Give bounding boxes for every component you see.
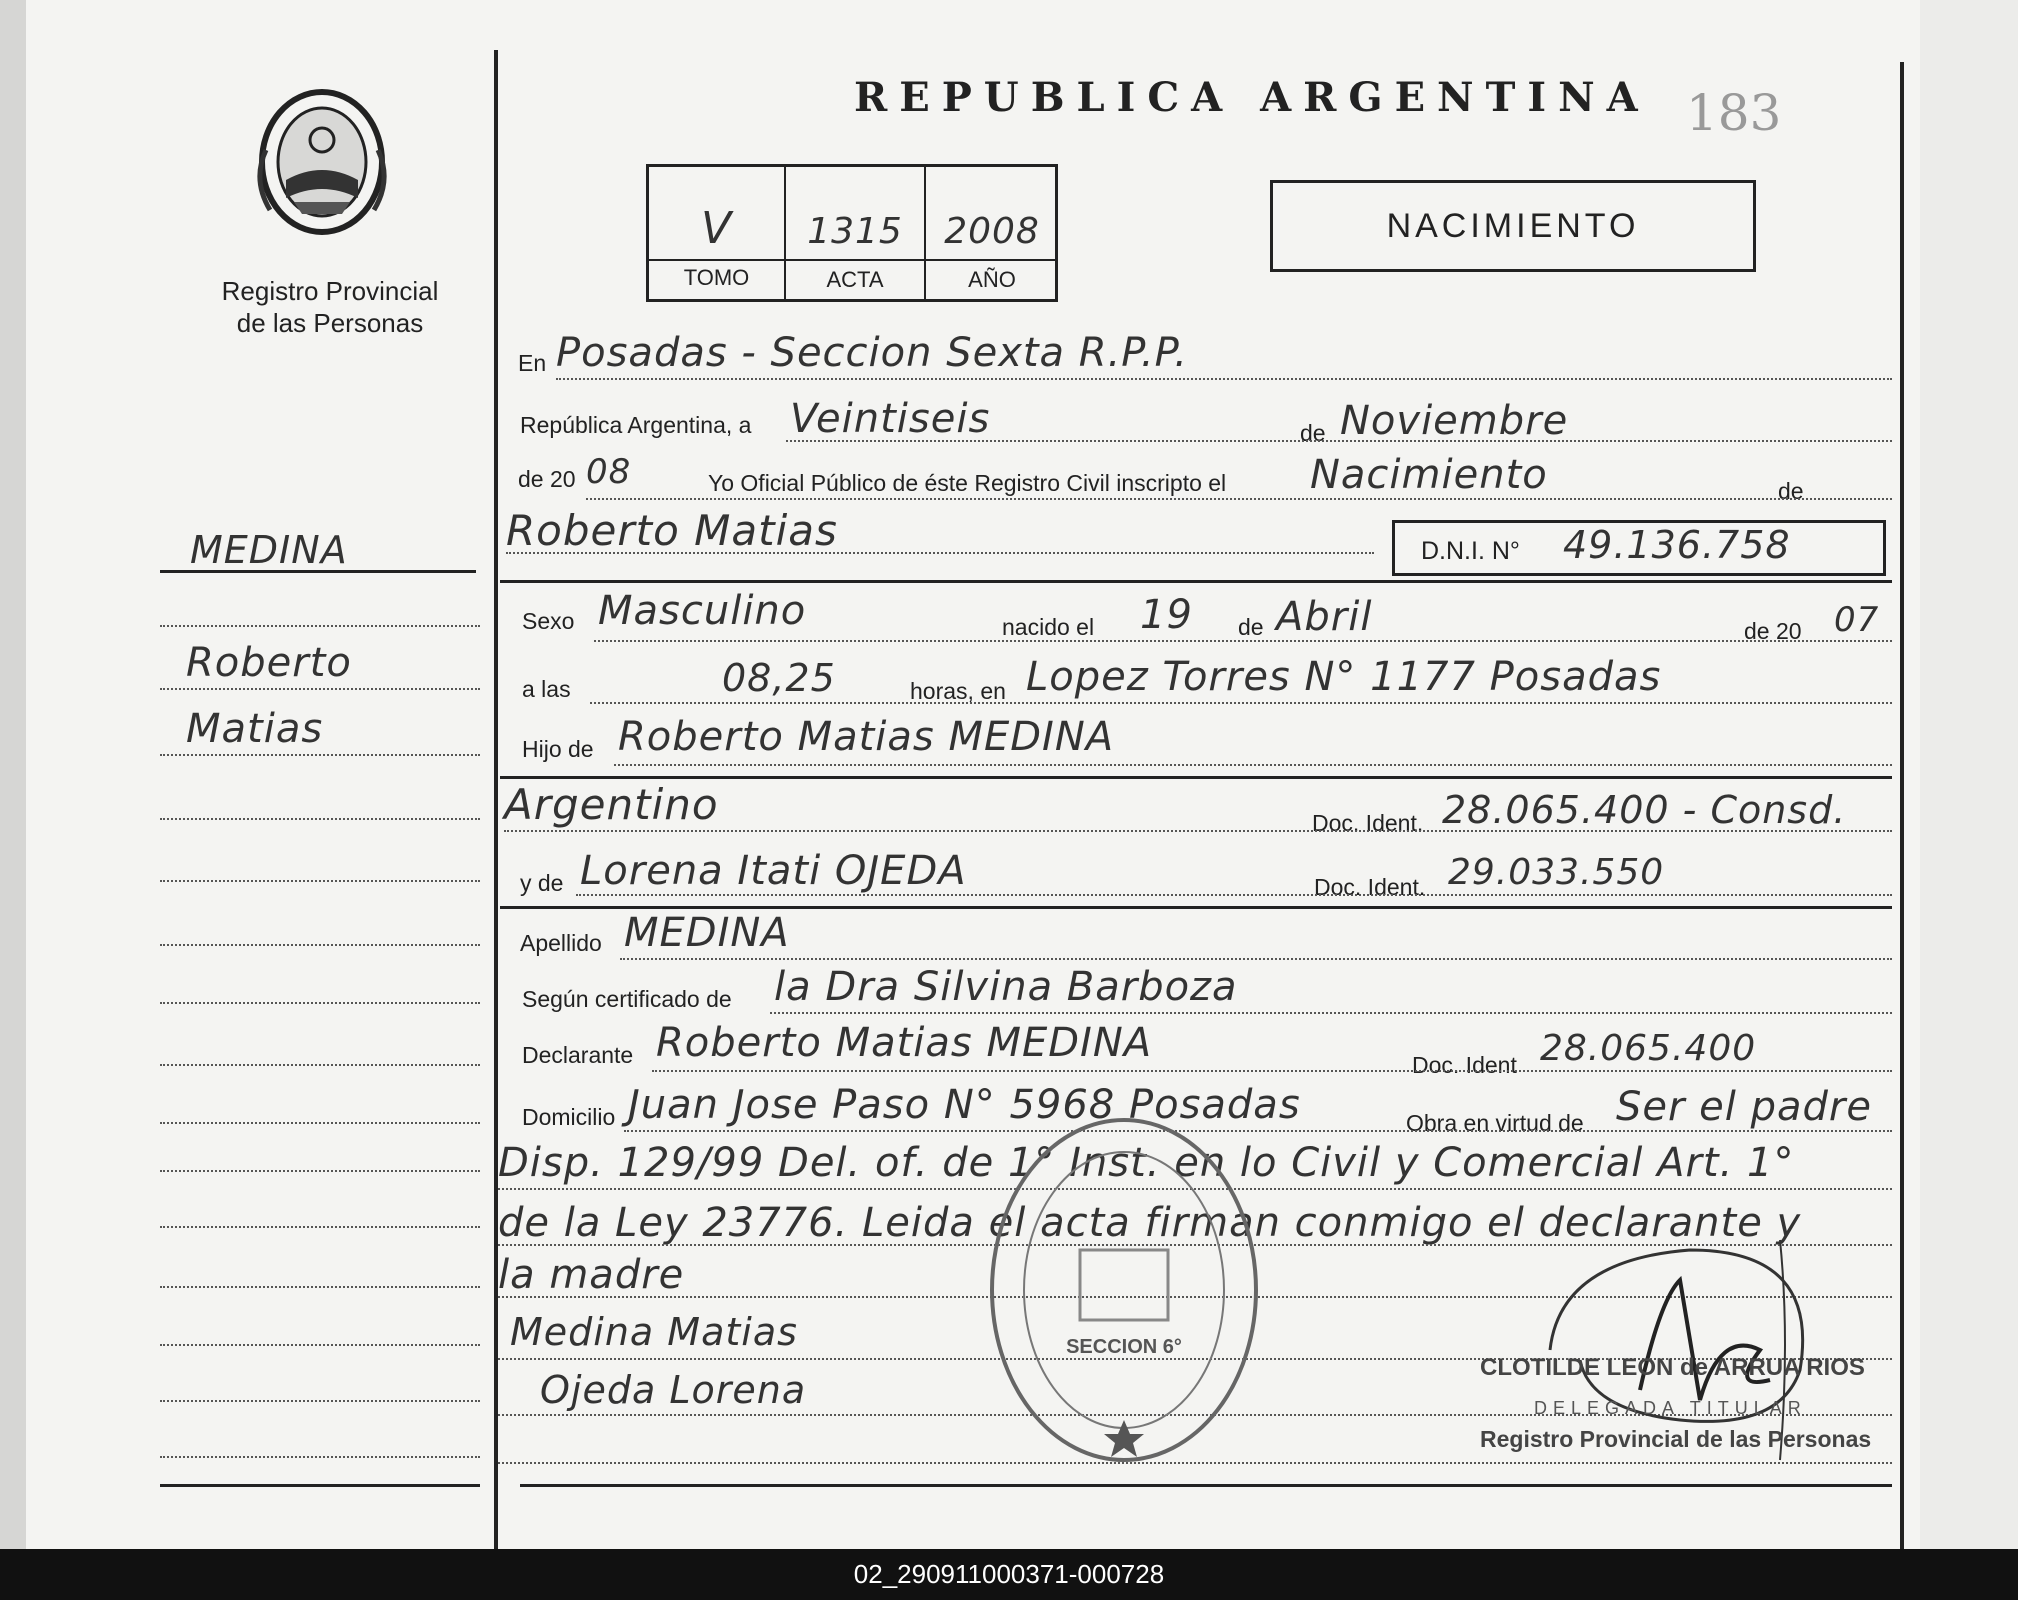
mother-doc-value: 29.033.550	[1448, 852, 1665, 893]
line-2-dots	[786, 440, 1892, 442]
margin-line	[160, 1400, 480, 1402]
margin-divider-line	[494, 50, 498, 1549]
label-republica: República Argentina, a	[520, 412, 752, 438]
official-organization: Registro Provincial de las Personas	[1480, 1426, 1872, 1452]
mother-value: Lorena Itati OJEDA	[580, 848, 967, 894]
declarant-doc-value: 28.065.400	[1540, 1028, 1757, 1069]
label-y-de: y de	[520, 870, 564, 896]
line-12-dots	[652, 1070, 1892, 1072]
margin-line	[160, 688, 480, 690]
label-oficial-publico: Yo Oficial Público de éste Registro Civil inscripto el	[708, 470, 1227, 496]
folio-number: 183	[1686, 84, 1782, 142]
year-suffix: 08	[586, 452, 632, 492]
acta-label: ACTA	[826, 267, 884, 292]
margin-given-name-2: Matias	[186, 706, 324, 752]
ano-value: 2008	[944, 211, 1040, 252]
label-hijo-de: Hijo de	[522, 736, 594, 762]
margin-given-name-1: Roberto	[186, 640, 352, 686]
line-7-dots	[614, 764, 1892, 766]
line-11-dots	[770, 1012, 1892, 1014]
declarant-value: Roberto Matias MEDINA	[656, 1020, 1153, 1066]
right-border-line	[1900, 62, 1904, 1549]
day-value: Veintiseis	[790, 396, 991, 442]
margin-line	[160, 1064, 480, 1066]
margin-surname-rule	[160, 570, 476, 573]
margin-line	[160, 1226, 480, 1228]
margin-line	[160, 1002, 480, 1004]
label-de-2: de	[1778, 478, 1804, 504]
line-1-dots	[556, 378, 1892, 380]
line-5-dots	[594, 640, 1892, 642]
record-type: NACIMIENTO	[1386, 207, 1640, 245]
line-6-dots	[590, 702, 1892, 704]
registry-name-line1: Registro Provincial	[221, 276, 439, 306]
address-value: Juan Jose Paso N° 5968 Posadas	[628, 1082, 1301, 1128]
margin-line	[160, 818, 480, 820]
ano-label: AÑO	[968, 267, 1016, 292]
signature-declarant: Medina Matias	[510, 1310, 798, 1354]
dni-box	[1392, 520, 1886, 576]
certificate-value: la Dra Silvina Barboza	[774, 964, 1238, 1010]
label-de-1: de	[1300, 420, 1326, 446]
born-year-suffix: 07	[1834, 600, 1880, 640]
dni-label: D.N.I. N°	[1421, 537, 1520, 565]
margin-line	[160, 1344, 480, 1346]
free-text-line-3: la madre	[498, 1252, 685, 1298]
margin-line	[160, 1122, 480, 1124]
father-value: Roberto Matias MEDINA	[618, 714, 1115, 760]
acta-value: 1315	[807, 211, 903, 252]
birth-place-value: Lopez Torres N° 1177 Posadas	[1026, 654, 1662, 700]
born-day-value: 19	[1140, 592, 1193, 638]
label-obra-en-virtud: Obra en virtud de	[1406, 1110, 1584, 1136]
born-month-value: Abril	[1276, 594, 1373, 640]
line-10-dots	[620, 958, 1892, 960]
line-3-dots	[586, 498, 1892, 500]
month-value: Noviembre	[1340, 398, 1569, 444]
page-edge-left	[0, 0, 26, 1549]
registry-name-line2: de las Personas	[236, 308, 424, 338]
country-title: REPUBLICA ARGENTINA	[854, 74, 1650, 121]
label-de-20-2: de 20	[1744, 618, 1802, 644]
label-a-las: a las	[522, 676, 571, 702]
page-edge-right	[1920, 0, 2018, 1549]
margin-line	[160, 754, 480, 756]
document-code: 02_290911000371-000728	[853, 1559, 1165, 1589]
signature-mother: Ojeda Lorena	[540, 1368, 807, 1412]
official-name: CLOTILDE LEON de ARRUA RIOS	[1480, 1354, 1865, 1381]
line-7-rule	[500, 776, 1892, 779]
record-type-box	[1270, 180, 1756, 272]
margin-surname: MEDINA	[190, 528, 348, 572]
margin-line	[160, 1286, 480, 1288]
line-4-dots	[506, 552, 1374, 554]
margin-bottom-rule	[160, 1484, 480, 1487]
label-sexo: Sexo	[522, 608, 575, 634]
label-domicilio: Domicilio	[522, 1104, 616, 1130]
label-doc-ident-2: Doc. Ident.	[1314, 874, 1426, 900]
label-nacido-el: nacido el	[1002, 614, 1095, 640]
seal-emblem-icon	[246, 80, 398, 240]
label-en: En	[518, 350, 547, 376]
child-name-value: Roberto Matias	[506, 506, 838, 555]
surname-value: MEDINA	[624, 910, 790, 956]
stamp-oval-icon	[984, 1110, 1264, 1470]
dni-value: 49.136.758	[1563, 523, 1791, 567]
hour-value: 08,25	[722, 656, 836, 700]
footer-bar	[0, 1549, 2018, 1600]
label-de-3: de	[1238, 614, 1264, 640]
province-seal	[246, 80, 398, 240]
label-de-20: de 20	[518, 466, 576, 492]
line-9-dots	[576, 894, 1892, 896]
margin-line	[160, 880, 480, 882]
sex-value: Masculino	[598, 588, 807, 634]
stamp-section-text: SECCION 6°	[1066, 1336, 1182, 1358]
margin-line	[160, 1170, 480, 1172]
official-title: DELEGADA TITULAR	[1534, 1398, 1807, 1418]
free-text-line-1: Disp. 129/99 Del. of. de 1° Inst. en lo Civil y Comercial Art. 1°	[498, 1140, 1795, 1186]
obra-value: Ser el padre	[1616, 1084, 1872, 1130]
record-number-box	[646, 164, 1058, 302]
free-text-line-2: de la Ley 23776. Leida el acta firman conmigo el declarante y	[498, 1200, 1802, 1246]
section-stamp	[984, 1110, 1264, 1470]
label-declarante: Declarante	[522, 1042, 634, 1068]
label-horas-en: horas, en	[910, 678, 1006, 704]
bottom-rule	[520, 1484, 1892, 1487]
line-9-rule	[500, 906, 1892, 909]
event-value: Nacimiento	[1310, 452, 1548, 498]
father-nationality-value: Argentino	[504, 780, 719, 829]
label-segun-certificado: Según certificado de	[522, 986, 732, 1012]
label-doc-ident-3: Doc. Ident	[1412, 1052, 1517, 1078]
label-apellido: Apellido	[520, 930, 602, 956]
margin-line	[160, 625, 480, 627]
label-doc-ident-1: Doc. Ident.	[1312, 810, 1424, 836]
place-value: Posadas - Seccion Sexta R.P.P.	[556, 330, 1188, 376]
tomo-value: V	[700, 203, 733, 254]
margin-line	[160, 944, 480, 946]
line-4-rule	[500, 580, 1892, 583]
tomo-label: TOMO	[683, 265, 750, 290]
line-8-dots	[504, 830, 1892, 832]
father-doc-value: 28.065.400 - Consd.	[1442, 788, 1847, 832]
margin-line	[160, 1456, 480, 1458]
